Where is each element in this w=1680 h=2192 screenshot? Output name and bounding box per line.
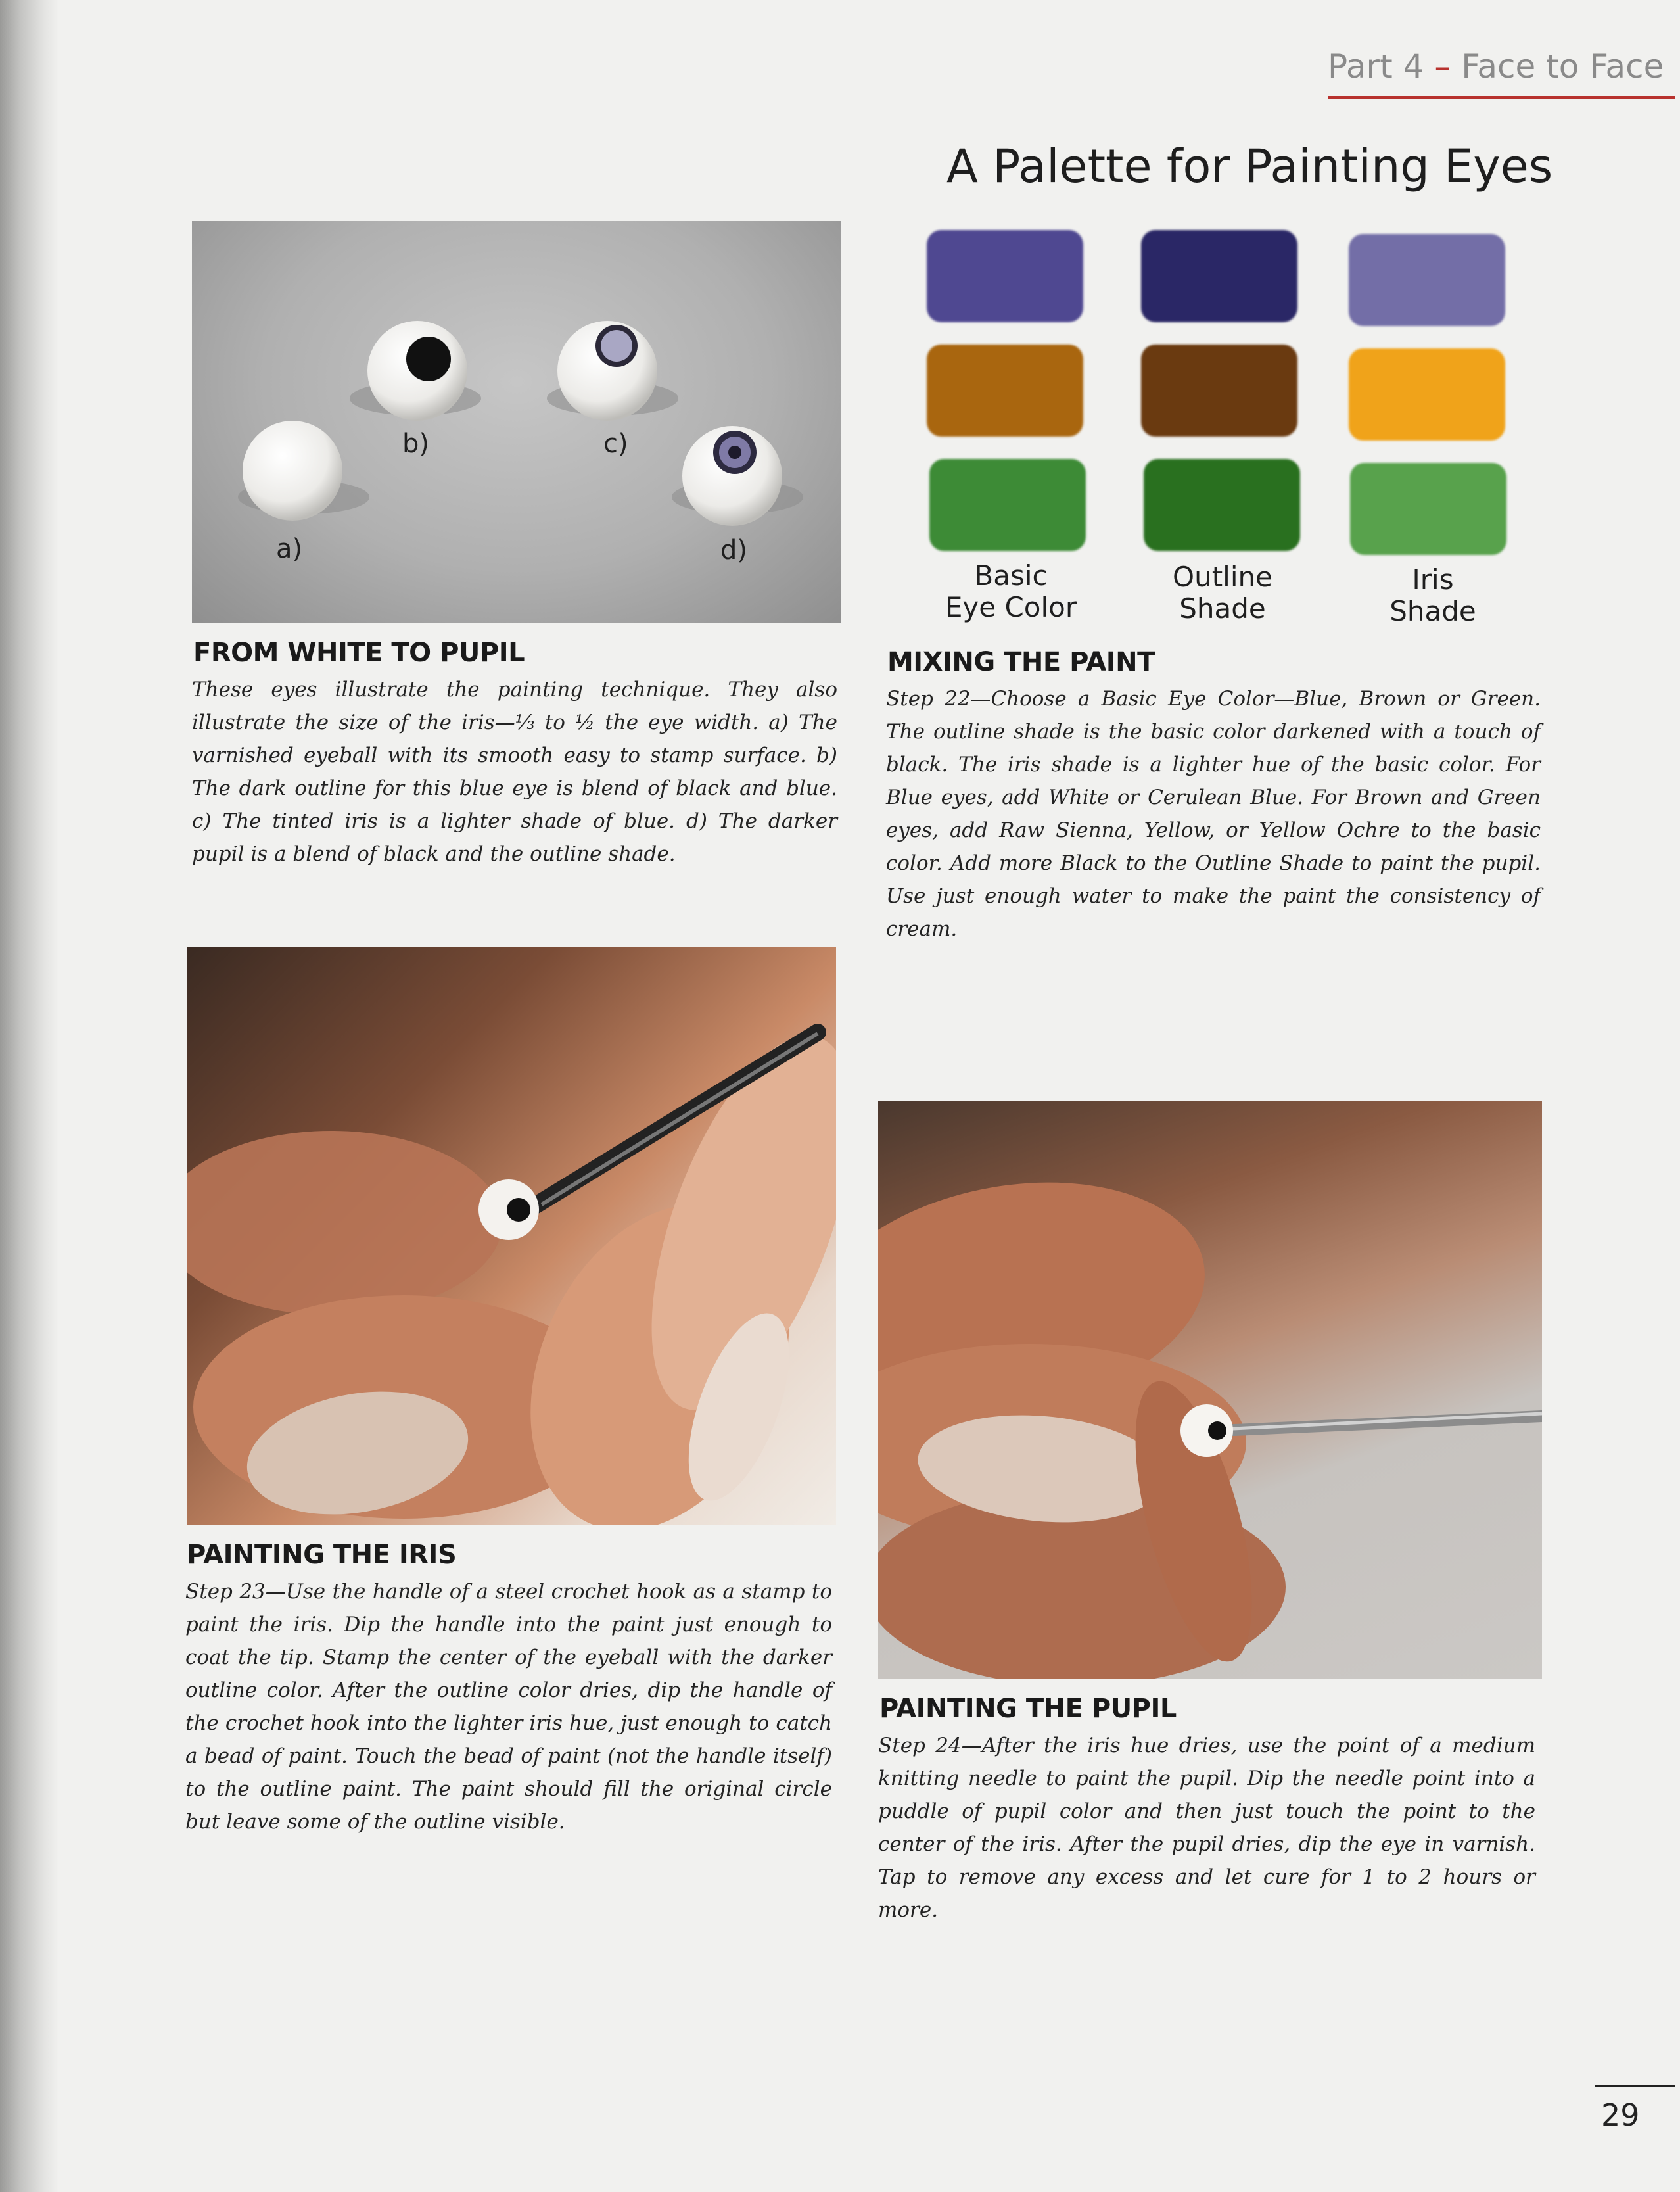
text-white-to-pupil: These eyes illustrate the painting technique. They also illustrate the size of the iris—⅓ to ½ the eye width. a) The varnished eyeball with its smooth easy to stamp surface. b) The dark outline for this blue eye is blend of black and blue. c) The tinted iris is a lighter shade of blue. d) The darker pupil is a blend of black and the outline shade.: [192, 678, 837, 866]
heading-mixing-paint: MIXING THE PAINT: [887, 647, 1155, 677]
swatch-blue-basic: [927, 230, 1083, 322]
painting-iris-photo: [187, 947, 836, 1525]
swatch-green-basic: [929, 459, 1086, 551]
swatch-green-iris: [1350, 463, 1506, 555]
book-spine-shadow: [0, 0, 59, 2192]
eyeballs-photo: [192, 221, 841, 623]
eyeball-c-iris: [601, 330, 632, 362]
swatch-brown-iris: [1349, 348, 1505, 441]
swatch-blue-outline: [1141, 230, 1297, 322]
label-c: c): [603, 429, 628, 459]
label-outline-shade: Outline Shade: [1173, 561, 1272, 625]
heading-painting-pupil: PAINTING THE PUPIL: [879, 1694, 1177, 1724]
palette-title: A Palette for Painting Eyes: [946, 139, 1553, 193]
heading-painting-iris: PAINTING THE IRIS: [187, 1540, 457, 1570]
eyeball-d-pupil: [728, 446, 741, 459]
label-iris-shade: Iris Shade: [1389, 563, 1476, 627]
swatch-brown-basic: [927, 345, 1083, 437]
label-b: b): [402, 429, 429, 459]
swatch-blue-iris: [1349, 234, 1505, 326]
hands-iris-illustration: [187, 947, 836, 1525]
part-label: Part 4: [1328, 47, 1424, 85]
text-painting-pupil: Step 24—After the iris hue dries, use the point of a medium knitting needle to paint the pupil. Dip the needle point into a puddle of pupil color and then just touch the point to the center of the iris. After the pupil dries, dip the eye in varnish. Tap to remove any excess and let cure for 1 to 2 hours or more.: [878, 1734, 1535, 1922]
label-basic-eye-color: Basic Eye Color: [945, 560, 1077, 623]
swatch-brown-outline: [1141, 345, 1297, 437]
eyeball-b-outline: [406, 337, 451, 381]
running-header: [1328, 47, 1669, 85]
header-rule: [1328, 96, 1675, 99]
label-a: a): [276, 534, 303, 564]
chapter-label: Face to Face: [1461, 47, 1664, 85]
header-dash: –: [1434, 47, 1451, 85]
heading-white-to-pupil: FROM WHITE TO PUPIL: [193, 638, 525, 668]
painting-pupil-photo: [878, 1101, 1542, 1679]
page-number: 29: [1601, 2097, 1640, 2133]
page-number-rule: [1595, 2085, 1675, 2087]
text-painting-iris: Step 23—Use the handle of a steel crochet hook as a stamp to paint the iris. Dip the handle into the paint just enough to coat the tip. Stamp the center of the eyeball with the darker outline color. After the outline color dries, dip the handle of the crochet hook into the lighter iris hue, just enough to catch a bead of paint. Touch the bead of paint (not the handle itself) to the outline paint. The paint should fill the original circle but leave some of the outline visible.: [185, 1580, 832, 1834]
eyeball-a: [243, 421, 342, 521]
label-d: d): [720, 535, 747, 565]
hands-pupil-illustration: [878, 1101, 1542, 1679]
swatch-green-outline: [1144, 459, 1300, 551]
text-mixing-paint: Step 22—Choose a Basic Eye Color—Blue, Brown or Green. The outline shade is the basic color darkened with a touch of black. The iris shade is a lighter hue of the basic color. For Blue eyes, add White or Cerulean Blue. For Brown and Green eyes, add Raw Sienna, Yellow, or Yellow Ochre to the basic color. Add more Black to the Outline Shade to paint the pupil. Use just enough water to make the paint the consistency of cream.: [886, 687, 1541, 941]
